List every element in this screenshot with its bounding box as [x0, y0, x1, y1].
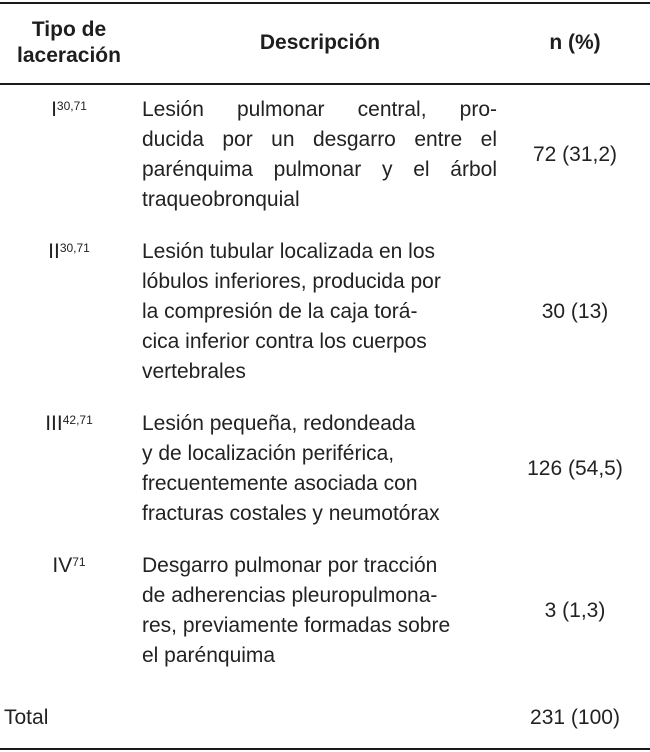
header-tipo-line1: Tipo de — [31, 18, 107, 41]
description-line: ducida por un desgarro entre el — [142, 128, 497, 151]
description-cell — [142, 551, 497, 671]
description-line: vertebrales — [142, 360, 246, 383]
description-line: frecuentemente asociada con — [142, 472, 418, 495]
description-cell — [142, 409, 497, 529]
description-line: lóbulos inferiores, producida por — [142, 270, 441, 293]
header-tipo — [0, 17, 138, 69]
header-descripcion: Descripción — [259, 31, 381, 54]
description-line: cica inferior contra los cuerpos — [142, 330, 427, 353]
reference-superscript: 71 — [72, 555, 86, 569]
n-pct-cell: 30 (13) — [541, 300, 609, 323]
tipo-cell — [0, 551, 138, 581]
bottom-rule — [0, 748, 650, 750]
tipo-label: III — [45, 412, 63, 435]
tipo-label: II — [48, 240, 60, 263]
description-line: y de localización periférica, — [142, 442, 395, 465]
total-label: Total — [4, 706, 49, 729]
tipo-label: IV — [52, 554, 73, 577]
description-line: parénquima pulmonar y el árbol — [142, 158, 497, 181]
total-n-pct: 231 (100) — [530, 706, 620, 729]
tipo-cell — [0, 95, 138, 125]
description-line: Lesión tubular localizada en los — [142, 240, 436, 263]
top-rule — [0, 2, 650, 4]
reference-superscript: 30,71 — [56, 99, 87, 113]
tipo-label: I — [51, 98, 57, 121]
description-line: de adherencias pleuropulmona- — [142, 584, 438, 607]
reference-superscript: 30,71 — [59, 241, 90, 255]
header-rule — [0, 83, 650, 85]
description-line: el parénquima — [142, 644, 276, 667]
description-line: traqueobronquial — [142, 188, 300, 211]
reference-superscript: 42,71 — [62, 413, 93, 427]
tipo-cell — [0, 409, 138, 439]
description-line: Lesión pulmonar central, pro- — [142, 98, 497, 121]
description-line: la compresión de la caja torá- — [142, 300, 418, 323]
description-cell — [142, 237, 497, 387]
description-cell — [142, 95, 497, 215]
description-line: Desgarro pulmonar por tracción — [142, 554, 438, 577]
header-n-pct: n (%) — [549, 31, 601, 54]
n-pct-cell: 72 (31,2) — [532, 143, 618, 166]
description-line: fracturas costales y neumotórax — [142, 502, 440, 525]
description-line: Lesión pequeña, redondeada — [142, 412, 416, 435]
n-pct-cell: 126 (54,5) — [527, 457, 623, 480]
description-line: res, previamente formadas sobre — [142, 614, 451, 637]
tipo-cell — [0, 237, 138, 267]
n-pct-cell: 3 (1,3) — [544, 599, 606, 622]
header-tipo-line2: laceración — [17, 44, 121, 67]
